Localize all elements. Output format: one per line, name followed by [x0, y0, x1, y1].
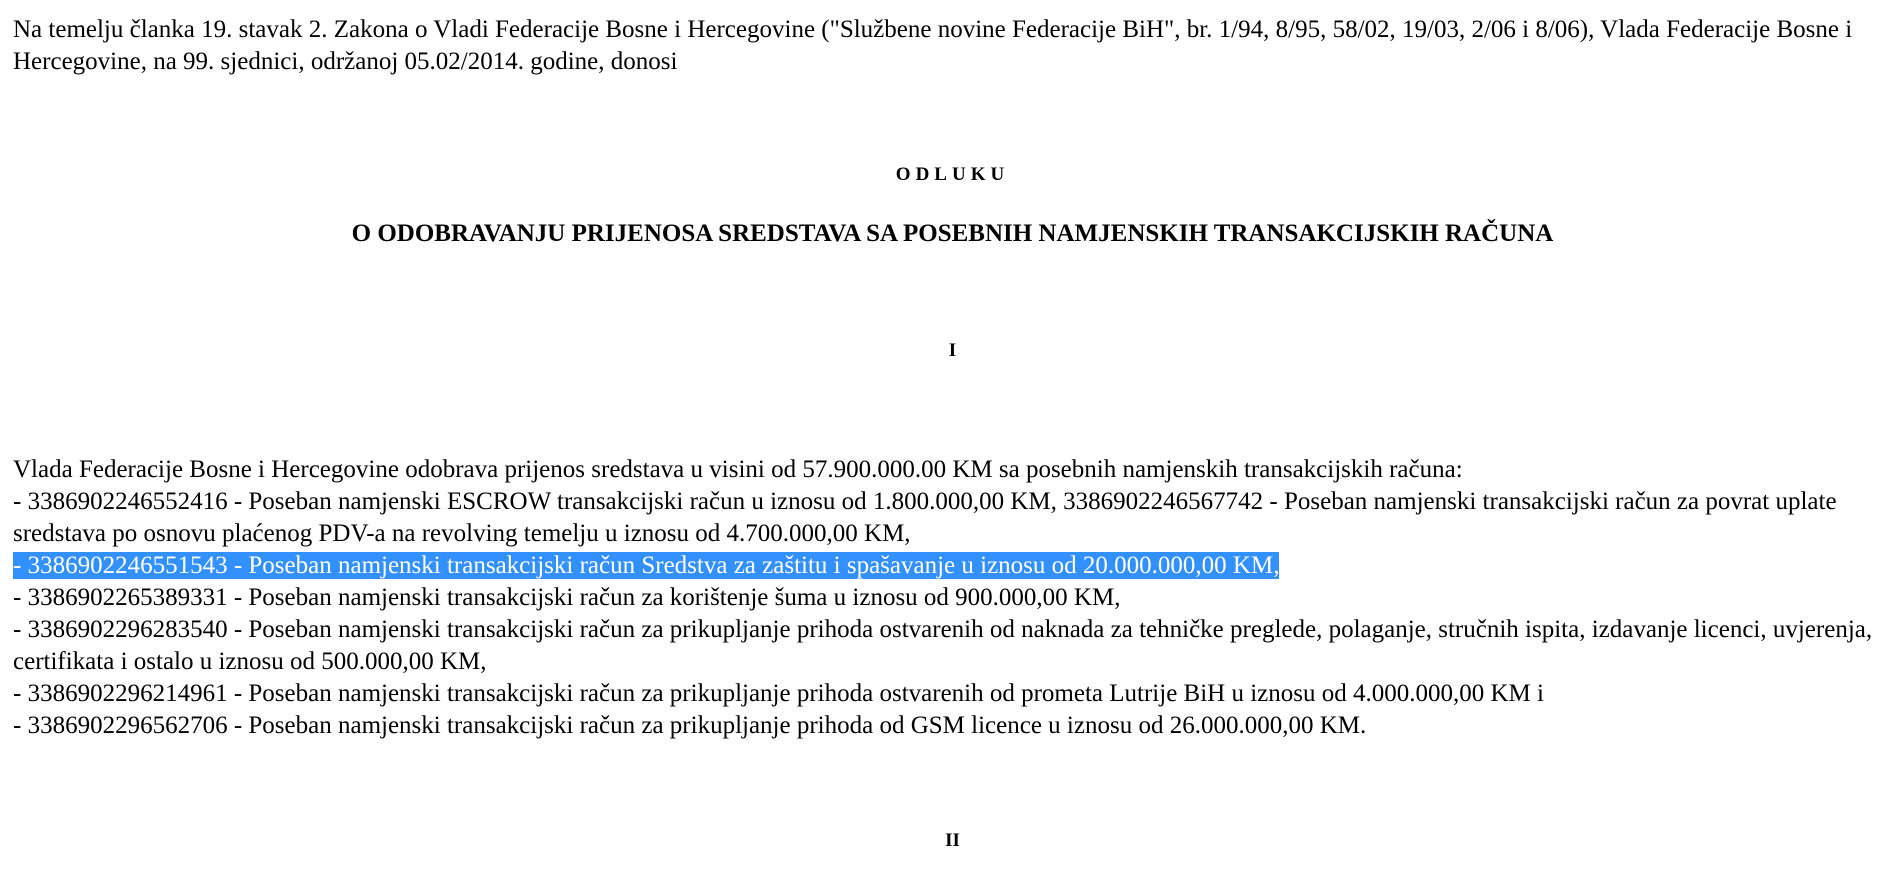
account-item-3: - 3386902265389331 - Poseban namjenski transakcijski račun za korištenje šuma u iznosu od 900.000,00 KM, — [13, 584, 1121, 611]
account-item-1: - 3386902246552416 - Poseban namjenski ESCROW transakcijski račun u iznosu od 1.800.000,00 KM, 3386902246567742 - Poseban namjenski transakcijski račun za povrat uplate sredstava po osnovu plaćenog PDV-a na revolving temelju u iznosu od 4.700.000,00 KM, — [13, 488, 1837, 547]
intro-paragraph: Na temelju članka 19. stavak 2. Zakona o Vladi Federacije Bosne i Hercegovine ("Službene novine Federacije BiH", br. 1/94, 8/95, 58/02, 19/03, 2/06 i 8/06), Vlada Federacije Bosne i Hercegovine, na 99. sjednici, održanoj 05.02/2014. godine, donosi — [13, 16, 1853, 75]
section-number-2: II — [945, 830, 960, 851]
body-lead-text: Vlada Federacije Bosne i Hercegovine odobrava prijenos sredstava u visini od 57.900.000.00 KM sa posebnih namjenskih transakcijskih računa: — [13, 456, 1463, 483]
account-item-6: - 3386902296562706 - Poseban namjenski transakcijski račun za prikupljanje prihoda od GSM licence u iznosu od 26.000.000,00 KM. — [13, 712, 1367, 739]
document-title: O ODOBRAVANJU PRIJENOSA SREDSTAVA SA POSEBNIH NAMJENSKIH TRANSAKCIJSKIH RAČUNA — [351, 220, 1554, 247]
account-item-5: - 3386902296214961 - Poseban namjenski transakcijski račun za prikupljanje prihoda ostvarenih od prometa Lutrije BiH u iznosu od 4.000.000,00 KM i — [13, 680, 1544, 707]
section-1-body — [13, 454, 1888, 742]
document-type-heading: ODLUKU — [895, 164, 1010, 185]
selected-text[interactable]: - 3386902246551543 - Poseban namjenski transakcijski račun Sredstva za zaštitu i spašavanje u iznosu od 20.000.000,00 KM, — [13, 552, 1280, 579]
account-item-2-selected[interactable] — [13, 550, 1888, 582]
section-number-1: I — [948, 340, 957, 361]
account-item-4: - 3386902296283540 - Poseban namjenski transakcijski račun za prikupljanje prihoda ostvarenih od naknada za tehničke preglede, polaganje, stručnih ispita, izdavanje licenci, uvjerenja, certifikata i ostalo u iznosu od 500.000,00 KM, — [13, 616, 1873, 675]
